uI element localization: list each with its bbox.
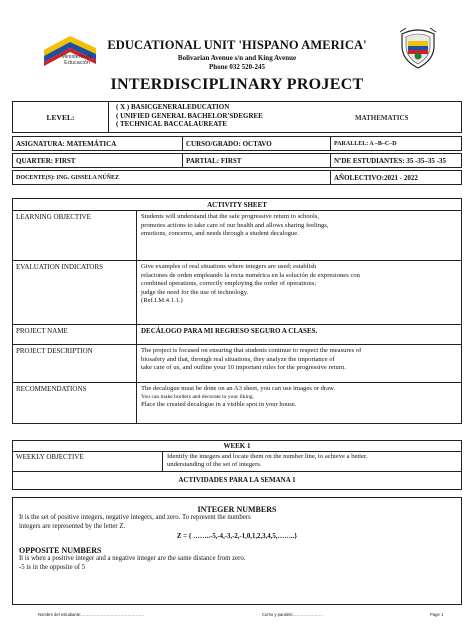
level-option: ( UNIFIED GENERAL BACHELOR'SDEGREE xyxy=(116,111,263,120)
org-title: EDUCATIONAL UNIT 'HISPANO AMERICA' xyxy=(107,38,367,52)
text-line: It is the set of positive integers, negative integers, and zero. To represent the numbers xyxy=(19,514,251,521)
integers-text xyxy=(19,514,455,531)
level-label: LEVEL: xyxy=(46,112,75,122)
text-line: It is when a positive integer and a negative integer are the same distance from zero. xyxy=(19,555,246,563)
text-line: Students will understand that the safe progressive return to schools, xyxy=(141,213,319,220)
recommendations-row xyxy=(13,383,461,423)
text-line: You can make borders and decorate to your liking. xyxy=(141,393,254,400)
curso-cell: CURSO/GRADO: OCTAVO xyxy=(183,137,331,150)
paralelo-cell: PARALLEL: A –B–C–D xyxy=(334,140,397,147)
learning-objective-label: LEARNING OBJECTIVE xyxy=(13,211,137,260)
text-line: combined operations, correctly employing the order of operations; xyxy=(141,280,317,288)
text-line: relaciones de orden empleando la recta numérica en la solución de expresiones con xyxy=(141,271,360,279)
project-title: INTERDISCIPLINARY PROJECT xyxy=(110,76,364,93)
weekly-objective-value xyxy=(163,452,461,471)
activity-sheet-heading: ACTIVITY SHEET xyxy=(13,199,461,211)
level-option: ( TECHNICAL BACCALAUREATE xyxy=(116,120,227,129)
text-line: promotes actions to take care of our health and allows sharing feelings, xyxy=(141,221,329,229)
lesson-content xyxy=(12,497,462,605)
level-option: ( X ) BASICGENERALEDUCATION xyxy=(116,103,230,111)
docente-cell: DOCENTE(S): ING. GISSELA NÚÑEZ xyxy=(13,171,331,184)
evaluation-indicators-label: EVALUATION INDICATORS xyxy=(13,261,137,324)
project-name-value: DECÁLOGO PARA MI REGRESO SEGURO A CLASES. xyxy=(141,327,318,335)
level-label-cell xyxy=(13,102,109,132)
footer-student-name: Nombre del estudiante:……………………………………… xyxy=(38,612,145,617)
evaluation-indicators-value xyxy=(137,261,461,324)
week-table xyxy=(12,440,462,490)
text-line: The project is focused on ensuring that students continue to respect the measures of xyxy=(141,347,362,354)
opposite-text xyxy=(19,555,455,572)
learning-objective-value xyxy=(137,211,461,260)
text-line: -5 is in the opposite of 5 xyxy=(19,563,86,571)
weekly-objective-label: WEEKLY OBJECTIVE xyxy=(13,452,163,471)
org-phone: Phone 032 520-245 xyxy=(209,63,265,71)
subject-row xyxy=(12,136,462,151)
estudiantes-cell: NºDE ESTUDIANTES: 35 -35–35 -35 xyxy=(334,156,446,165)
level-options-cell xyxy=(109,102,461,132)
project-description-row xyxy=(13,345,461,383)
level-row xyxy=(12,101,462,133)
anolectivo-cell: AÑOLECTIVO:2021 - 2022 xyxy=(334,173,418,182)
recommendations-value xyxy=(137,383,461,423)
text-line: The decalogue must be done on an A3 sheet, you can use images or draw. xyxy=(141,385,336,392)
level-overlap-text: MATHEMATICS xyxy=(355,114,409,122)
asignatura-cell: ASIGNATURA: MATEMÁTICA xyxy=(13,137,183,150)
week-heading: WEEK 1 xyxy=(13,441,461,452)
text-line: Place the created decalogue in a visible spot in your house. xyxy=(141,401,297,408)
evaluation-indicators-row xyxy=(13,261,461,325)
project-name-row xyxy=(13,325,461,345)
activities-heading: ACTIVIDADES PARA LA SEMANA 1 xyxy=(178,476,296,484)
text-line: emotions, concerns, and needs through a student decalogue. xyxy=(141,230,299,238)
quarter-row xyxy=(12,153,462,168)
opposite-title: OPPOSITE NUMBERS xyxy=(19,546,102,556)
project-description-label: PROJECT DESCRIPTION xyxy=(13,345,137,382)
text-line: understanding of the set of integers. xyxy=(167,461,262,469)
activity-sheet xyxy=(12,198,462,424)
quarter-cell: QUARTER: FIRST xyxy=(13,154,183,167)
footer-page: Page 1 xyxy=(430,612,444,617)
text-line: biosafety and that, through real situations, they analyze the importance of xyxy=(141,355,335,363)
text-line: judge the need for the use of technology. xyxy=(141,288,249,296)
footer-course: Curso y paralelo:………………… xyxy=(262,612,323,617)
integers-set: Z = { ……..-5,-4,-3,-2,-1,0,1,2,3,4,5,……..} xyxy=(176,533,298,541)
ministry-logo-text: Ministerio de Educación xyxy=(61,54,93,66)
project-name-label: PROJECT NAME xyxy=(13,325,137,344)
text-line: integers are represented by the letter Z. xyxy=(19,522,126,530)
learning-objective-row xyxy=(13,211,461,261)
text-line: Give examples of real situations where integers are used; establish xyxy=(141,263,317,270)
text-line: (Ref.I.M.4.1.1.) xyxy=(141,297,183,305)
project-description-value xyxy=(137,345,461,382)
recommendations-label: RECOMMENDATIONS xyxy=(13,383,137,423)
text-line: Identify the integers and locate them on the number line, to achieve a better. xyxy=(167,453,368,460)
partial-cell: PARTIAL: FIRST xyxy=(183,154,331,167)
docente-row xyxy=(12,170,462,185)
integers-title: INTEGER NUMBERS xyxy=(197,505,277,514)
text-line: take care of us, and outline your 10 important rules for the progressive return. xyxy=(141,364,346,372)
weekly-objective-row xyxy=(13,452,461,472)
org-address: Bolivarian Avenue s/n and King Avenue xyxy=(177,54,297,62)
